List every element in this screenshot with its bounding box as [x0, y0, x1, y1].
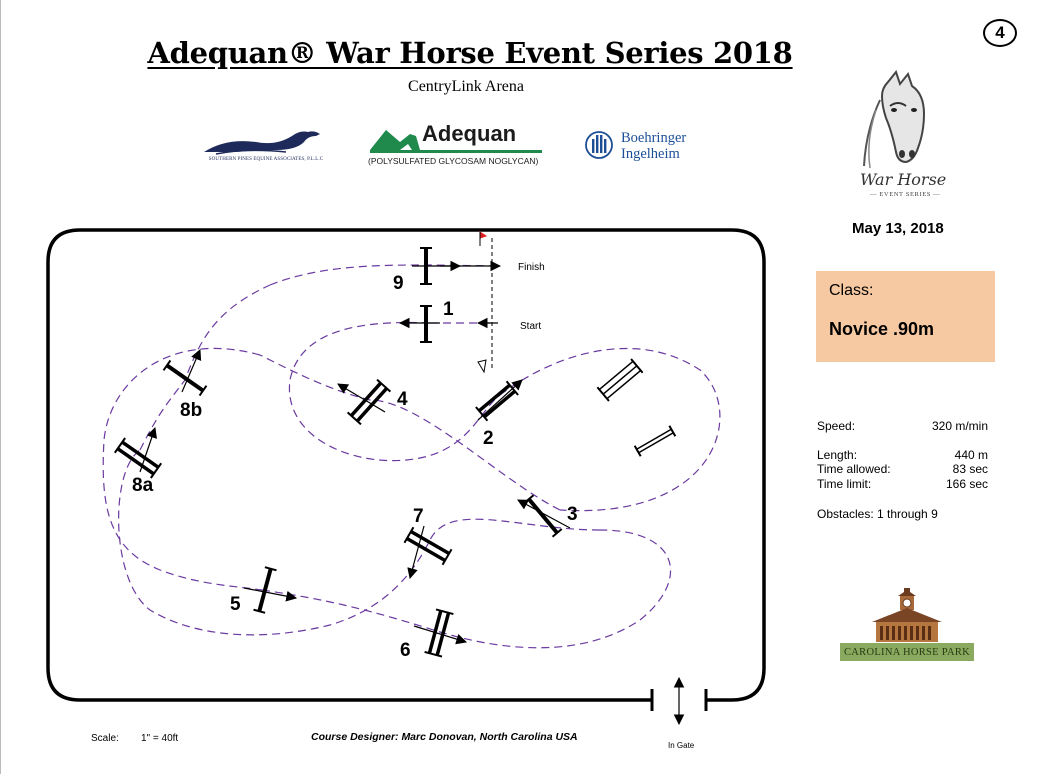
fence-7	[404, 527, 451, 565]
boehringer-word-2: Ingelheim	[621, 146, 680, 162]
fence-5-arrow	[244, 588, 296, 598]
fence-number-4: 4	[397, 389, 408, 410]
route-8a-to-8b	[140, 285, 270, 450]
adequan-wordmark: Adequan	[422, 121, 517, 146]
fence-8b	[164, 360, 207, 395]
event-date: May 13, 2018	[852, 220, 944, 237]
finish-label: Finish	[518, 262, 545, 273]
class-label: Class:	[829, 282, 874, 299]
fence-3-arrow	[518, 500, 570, 528]
war-horse-subtitle: — EVENT SERIES —	[870, 191, 941, 198]
spare-fence-double	[597, 359, 642, 401]
scale-label: Scale:	[91, 733, 119, 744]
fence-6	[425, 609, 454, 656]
fence-1	[420, 306, 432, 342]
scale-note	[91, 733, 179, 744]
war-horse-name: War Horse	[860, 170, 947, 189]
route-1-to-2	[289, 323, 500, 461]
route-2-to-3	[500, 348, 720, 510]
finish-flag-icon	[480, 232, 486, 238]
time-allowed-label: Time allowed:	[817, 462, 891, 476]
class-value: Novice .90m	[829, 319, 935, 339]
scale-value: 1" = 40ft	[141, 733, 179, 744]
start-flag-icon	[478, 360, 486, 372]
in-gate-label: In Gate	[668, 741, 695, 750]
time-limit-label: Time limit:	[817, 477, 872, 491]
southern-pines-caption: SOUTHERN PINES EQUINE ASSOCIATES, P.L.L.C	[208, 157, 324, 162]
page-number: 4	[995, 23, 1005, 42]
start-label: Start	[520, 321, 542, 332]
spare-fence-single	[635, 426, 676, 456]
course-designer: Course Designer: Marc Donovan, North Carolina USA	[311, 731, 578, 743]
time-allowed-value: 83 sec	[952, 462, 988, 476]
fence-number-8b: 8b	[180, 400, 203, 421]
fence-2-arrow	[478, 380, 522, 420]
chp-name: CAROLINA HORSE PARK	[843, 647, 971, 658]
fence-number-1: 1	[443, 299, 454, 320]
fence-2	[476, 381, 518, 421]
boehringer-word-1: Boehringer	[621, 130, 687, 146]
fence-number-8a: 8a	[132, 475, 154, 496]
adequan-subtitle: (POLYSULFATED GLYCOSAM NOGLYCAN)	[368, 156, 539, 166]
route-6-to-7	[119, 450, 600, 635]
length-label: Length:	[817, 448, 858, 462]
fence-number-5: 5	[230, 594, 241, 615]
route-5-to-6	[262, 530, 671, 648]
venue-name: CentryLink Arena	[408, 78, 524, 95]
route-8b-to-9	[270, 265, 500, 285]
fence-8a	[115, 438, 161, 478]
time-limit-value: 166 sec	[945, 477, 988, 491]
fence-number-9: 9	[393, 273, 404, 294]
route-4-to-5	[103, 348, 262, 590]
length-value: 440 m	[954, 448, 988, 462]
fence-number-3: 3	[567, 504, 578, 525]
fence-number-7: 7	[413, 506, 424, 527]
fence-number-6: 6	[400, 640, 411, 661]
route-3-to-4	[260, 355, 560, 510]
speed-value: 320 m/min	[931, 419, 988, 433]
fence-number-2: 2	[483, 428, 494, 449]
speed-label: Speed:	[817, 419, 856, 433]
fence-3	[524, 495, 561, 536]
obstacles-note: Obstacles: 1 through 9	[817, 507, 938, 521]
page-title: Adequan® War Horse Event Series 2018	[147, 36, 793, 70]
